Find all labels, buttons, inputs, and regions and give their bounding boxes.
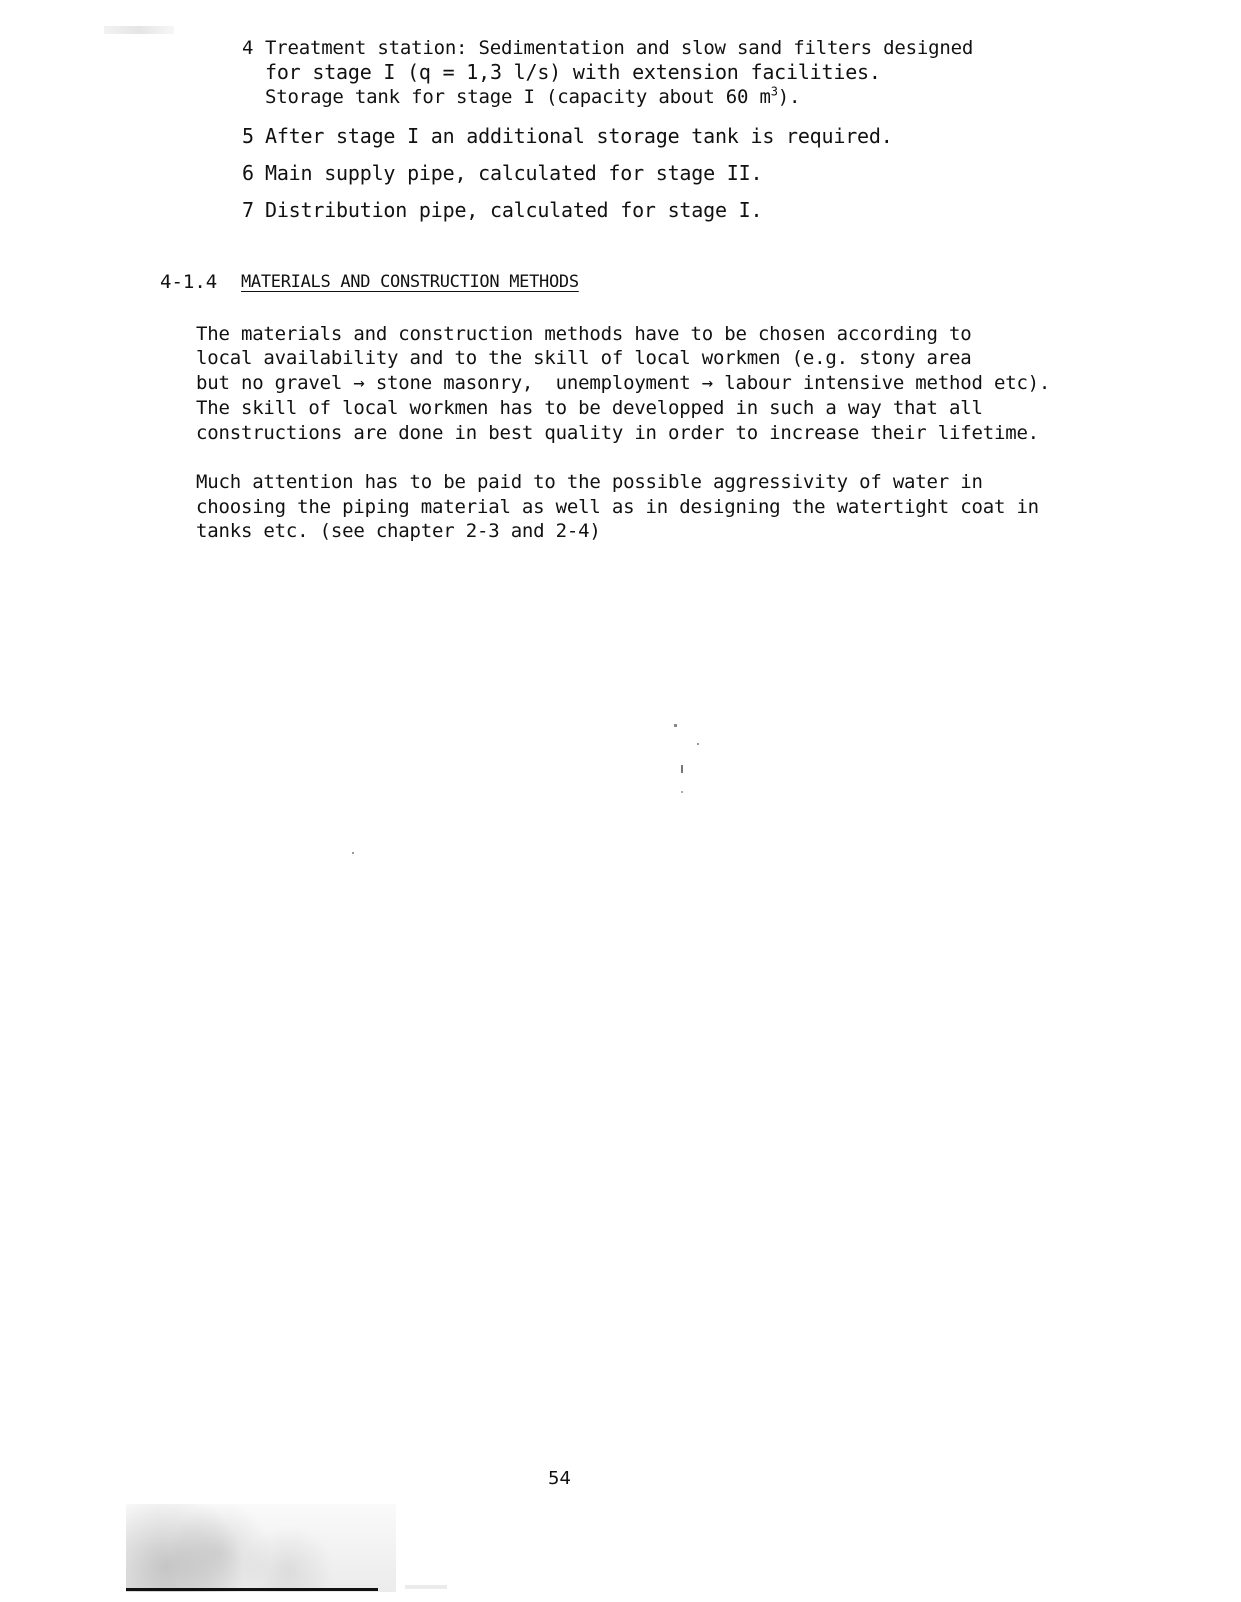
item-7-text: Distribution pipe, calculated for stage I. bbox=[265, 198, 763, 222]
paragraph-2-line-2: choosing the piping material as well as in designing the watertight coat in bbox=[196, 496, 1039, 518]
item-4-line-1: Treatment station: Sedimentation and slow sand filters designed bbox=[265, 37, 974, 59]
scan-speck-2 bbox=[697, 743, 699, 745]
item-4-line-2: for stage I (q = 1,3 l/s) with extension facilities. bbox=[265, 60, 881, 84]
paragraph-1-line-4: The skill of local workmen has to be developped in such a way that all bbox=[196, 397, 983, 419]
section-number: 4-1.4 bbox=[160, 271, 218, 293]
superscript-three: 3 bbox=[770, 84, 778, 99]
bottom-scan-smudge bbox=[405, 1585, 447, 1589]
section-title: MATERIALS AND CONSTRUCTION METHODS bbox=[241, 272, 579, 292]
page-number: 54 bbox=[548, 1468, 571, 1489]
bottom-scan-line bbox=[126, 1588, 378, 1591]
paragraph-1-line-2: local availability and to the skill of local workmen (e.g. stony area bbox=[196, 347, 972, 369]
item-6-text: Main supply pipe, calculated for stage II. bbox=[265, 161, 763, 185]
paragraph-2-line-3: tanks etc. (see chapter 2-3 and 2-4) bbox=[196, 520, 601, 542]
item-4-number: 4 bbox=[242, 37, 254, 59]
paragraph-1-line-3: but no gravel → stone masonry, unemployment → labour intensive method etc). bbox=[196, 372, 1051, 394]
item-5-text: After stage I an additional storage tank is required. bbox=[265, 124, 893, 148]
scan-speck-1 bbox=[674, 724, 677, 727]
paragraph-1-line-5: constructions are done in best quality in order to increase their lifetime. bbox=[196, 422, 1039, 444]
scan-noise-top-left bbox=[104, 26, 174, 34]
scan-speck-5 bbox=[352, 852, 354, 854]
item-4-line-3: Storage tank for stage I (capacity about 60 $m^3$). bbox=[265, 84, 801, 108]
paragraph-1-line-1: The materials and construction methods have to be chosen according to bbox=[196, 323, 972, 345]
scan-noise-bottom-left bbox=[126, 1504, 396, 1592]
paragraph-2-line-1: Much attention has to be paid to the possible aggressivity of water in bbox=[196, 471, 983, 493]
scan-speck-4 bbox=[681, 791, 683, 793]
item-7-number: 7 bbox=[242, 198, 255, 222]
item-6-number: 6 bbox=[242, 161, 255, 185]
item-5-number: 5 bbox=[242, 124, 255, 148]
scan-speck-3 bbox=[681, 765, 683, 773]
